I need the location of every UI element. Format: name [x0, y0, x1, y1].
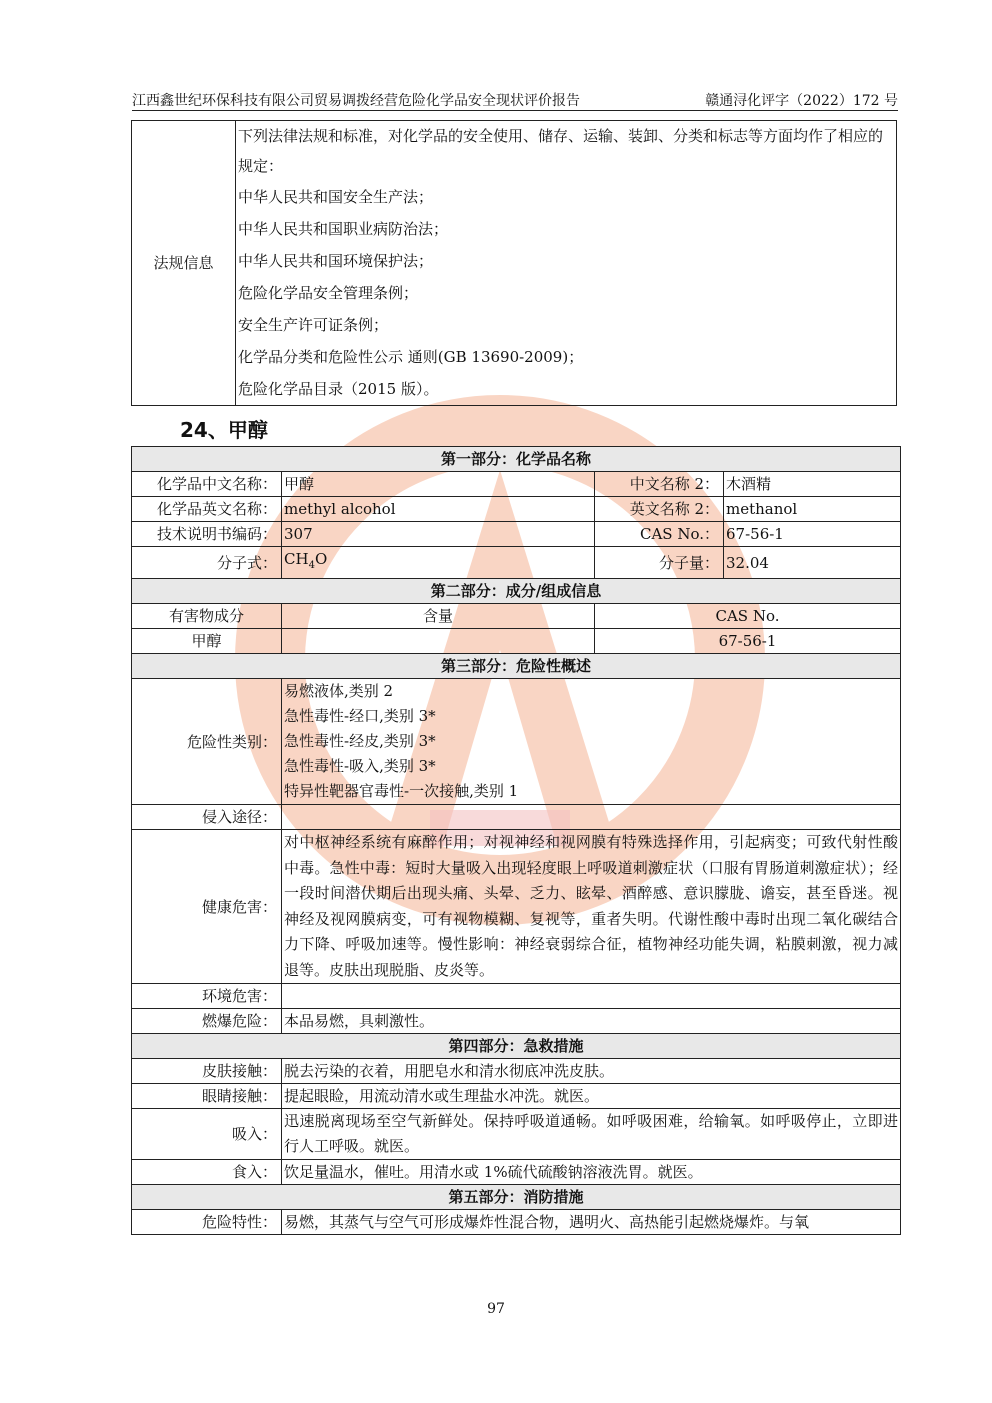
en-name2-value: methanol	[724, 497, 901, 522]
regulation-line: 安全生产许可证条例；	[238, 316, 389, 334]
ingest-value: 饮足量温水，催吐。用清水或 1%硫代硫酸钠溶液洗胃。就医。	[282, 1160, 901, 1185]
route-label: 侵入途径：	[132, 805, 282, 830]
hazard-class-line: 特异性靶器官毒性-一次接触,类别 1	[284, 782, 519, 800]
fire-hazard-label: 危险特性：	[132, 1210, 282, 1235]
code-label: 技术说明书编码：	[132, 522, 282, 547]
regulation-line: 下列法律法规和标准，对化学品的安全使用、储存、运输、装卸、分类和标志等方面均作了相应的规定：	[238, 127, 884, 175]
regulation-line: 中华人民共和国职业病防治法；	[238, 220, 449, 238]
regulation-row	[132, 121, 897, 406]
en-name2-label: 英文名称 2：	[595, 497, 724, 522]
env-value	[282, 984, 901, 1009]
msds-table	[131, 446, 901, 1235]
cn-name2-value: 木酒精	[724, 472, 901, 497]
cas-label: CAS No.：	[595, 522, 724, 547]
fire-hazard-value: 易燃，其蒸气与空气可形成爆炸性混合物，遇明火、高热能引起燃烧爆炸。与氧	[282, 1210, 901, 1235]
formula-label: 分子式：	[132, 547, 282, 579]
formula-tail: O	[314, 550, 328, 568]
formula-value	[282, 547, 595, 579]
hazard-class-line: 急性毒性-经皮,类别 3*	[284, 732, 436, 750]
ingest-label: 食入：	[132, 1160, 282, 1185]
page-header	[132, 88, 898, 111]
regulation-line: 中华人民共和国环境保护法；	[238, 252, 434, 270]
regulation-line: 危险化学品目录（2015 版）。	[238, 380, 439, 398]
formula-main: CH	[284, 550, 309, 568]
env-label: 环境危害：	[132, 984, 282, 1009]
regulation-line: 化学品分类和危险性公示 通则(GB 13690-2009)；	[238, 348, 584, 366]
part3-header: 第三部分：危险性概述	[132, 654, 901, 679]
composition-col-component: 有害物成分	[132, 604, 282, 629]
fire-label: 燃爆危险：	[132, 1009, 282, 1034]
composition-component: 甲醇	[132, 629, 282, 654]
code-value: 307	[282, 522, 595, 547]
formula-subscript: 4	[308, 560, 315, 571]
hazard-class-line: 易燃液体,类别 2	[284, 682, 394, 700]
part1-header: 第一部分：化学品名称	[132, 447, 901, 472]
hazard-class-label: 危险性类别：	[132, 679, 282, 805]
part2-header: 第二部分：成分/组成信息	[132, 579, 901, 604]
route-value	[282, 805, 901, 830]
health-value: 对中枢神经系统有麻醉作用；对视神经和视网膜有特殊选择作用，引起病变；可致代射性酸中毒。急性中毒：短时大量吸入出现轻度眼上呼吸道刺激症状（口服有胃肠道刺激症状）；经一段时间潜伏期后出现头痛、头晕、乏力、眩晕、酒醉感、意识朦胧、谵妄，甚至昏迷。视神经及视网膜病变，可有视物模糊、复视等，重者失明。代谢性酸中毒时出现二氧化碳结合力下降、呼吸加速等。慢性影响：神经衰弱综合征，植物神经功能失调，粘膜刺激，视力减退等。皮肤出现脱脂、皮炎等。	[282, 830, 901, 984]
composition-col-cas: CAS No.	[595, 604, 901, 629]
regulation-table	[131, 120, 897, 406]
cas-value: 67-56-1	[724, 522, 901, 547]
eye-value: 提起眼睑，用流动清水或生理盐水冲洗。就医。	[282, 1084, 901, 1109]
eye-label: 眼睛接触：	[132, 1084, 282, 1109]
regulation-line: 中华人民共和国安全生产法；	[238, 188, 434, 206]
hazard-class-value	[282, 679, 901, 805]
en-name-value: methyl alcohol	[282, 497, 595, 522]
header-report-title: 江西鑫世纪环保科技有限公司贸易调拨经营危险化学品安全现状评价报告	[132, 93, 580, 109]
header-report-number: 赣通浔化评字（2022）172 号	[705, 93, 898, 109]
skin-value: 脱去污染的衣着，用肥皂水和清水彻底冲洗皮肤。	[282, 1059, 901, 1084]
regulation-label: 法规信息	[132, 121, 236, 406]
mw-label: 分子量：	[595, 547, 724, 579]
hazard-class-line: 急性毒性-吸入,类别 3*	[284, 757, 436, 775]
composition-content	[282, 629, 595, 654]
cn-name-label: 化学品中文名称：	[132, 472, 282, 497]
inhale-label: 吸入：	[132, 1109, 282, 1160]
inhale-value: 迅速脱离现场至空气新鲜处。保持呼吸道通畅。如呼吸困难，给输氧。如呼吸停止，立即进行人工呼吸。就医。	[282, 1109, 901, 1160]
cn-name2-label: 中文名称 2：	[595, 472, 724, 497]
section-title: 24、甲醇	[180, 418, 268, 442]
skin-label: 皮肤接触：	[132, 1059, 282, 1084]
cn-name-value: 甲醇	[282, 472, 595, 497]
en-name-label: 化学品英文名称：	[132, 497, 282, 522]
composition-cas: 67-56-1	[595, 629, 901, 654]
composition-col-content: 含量	[282, 604, 595, 629]
regulation-line: 危险化学品安全管理条例；	[238, 284, 419, 302]
part4-header: 第四部分：急救措施	[132, 1034, 901, 1059]
regulation-content	[236, 121, 897, 406]
mw-value: 32.04	[724, 547, 901, 579]
page-number: 97	[487, 1301, 505, 1317]
hazard-class-line: 急性毒性-经口,类别 3*	[284, 707, 436, 725]
fire-value: 本品易燃，具刺激性。	[282, 1009, 901, 1034]
health-label: 健康危害：	[132, 830, 282, 984]
part5-header: 第五部分：消防措施	[132, 1185, 901, 1210]
